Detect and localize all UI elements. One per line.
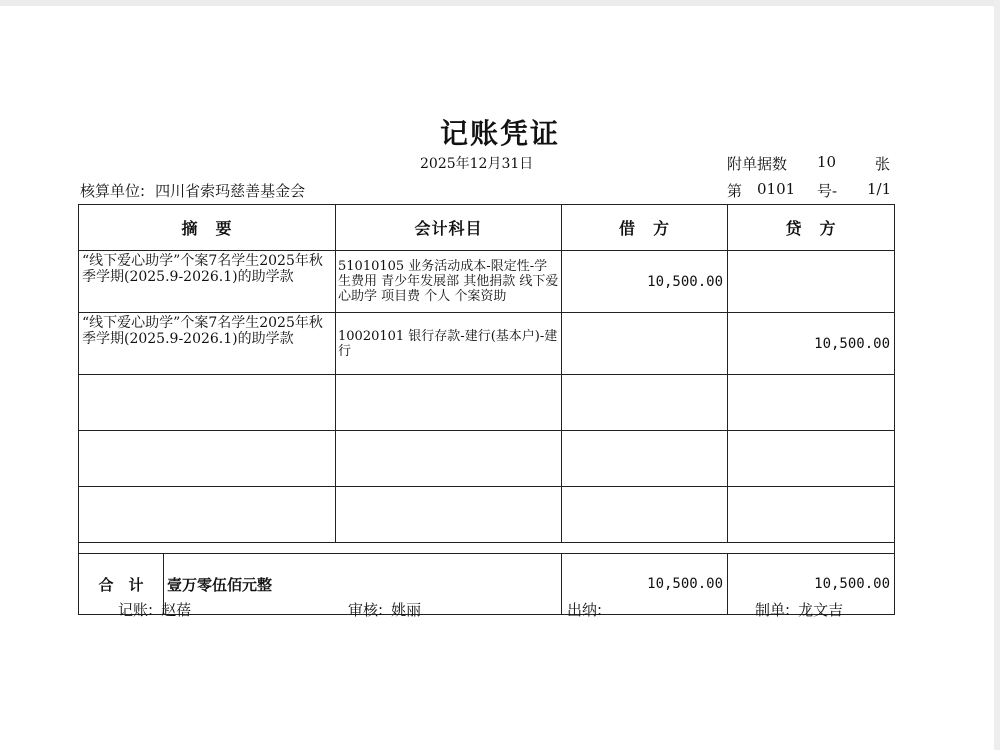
table-row xyxy=(79,313,895,375)
cashier-sign xyxy=(567,599,610,620)
voucher-suffix: 号- xyxy=(817,182,838,200)
entry-debit xyxy=(562,313,728,375)
unit-name: 四川省索玛慈善基金会 xyxy=(155,182,306,200)
voucher-table xyxy=(78,204,895,615)
entry-summary: “线下爱心助学”个案7名学生2025年秋季学期(2025.9-2026.1)的助学款 xyxy=(79,313,336,375)
entry-credit: 10,500.00 xyxy=(728,313,895,375)
page-edge xyxy=(0,0,1000,6)
table-row-empty xyxy=(79,375,895,431)
attachments-label: 附单据数 xyxy=(727,155,788,173)
unit-label: 核算单位: xyxy=(80,182,146,200)
voucher-number: 0101 xyxy=(757,180,796,198)
entry-summary: “线下爱心助学”个案7名学生2025年秋季学期(2025.9-2026.1)的助学款 xyxy=(79,251,336,313)
bookkeeper-label: 记账: xyxy=(118,601,154,619)
preparer-sign xyxy=(755,599,843,620)
header-summary: 摘 要 xyxy=(79,205,336,251)
voucher-date: 2025年12月31日 xyxy=(420,156,534,172)
table-gap xyxy=(79,543,895,554)
entry-credit xyxy=(728,251,895,313)
accounting-unit xyxy=(80,180,305,201)
total-credit: 10,500.00 xyxy=(728,554,895,615)
preparer-name: 龙文吉 xyxy=(798,601,844,619)
attachments-unit: 张 xyxy=(875,155,891,173)
attachments-count: 10 xyxy=(817,153,837,171)
entry-account: 10020101 银行存款-建行(基本户)-建行 xyxy=(336,313,562,375)
voucher-title: 记账凭证 xyxy=(439,117,560,150)
table-row-empty xyxy=(79,431,895,487)
total-label: 合 计 xyxy=(79,554,164,614)
reviewer-sign xyxy=(348,599,421,620)
total-debit: 10,500.00 xyxy=(562,554,728,615)
header-account: 会计科目 xyxy=(336,205,562,251)
table-header xyxy=(79,205,895,251)
preparer-label: 制单: xyxy=(755,601,791,619)
bookkeeper-sign xyxy=(118,599,191,620)
entry-account: 51010105 业务活动成本-限定性-学生费用 青少年发展部 其他捐款 线下爱心助学 项目费 个人 个案资助 xyxy=(336,251,562,313)
reviewer-name: 姚丽 xyxy=(391,601,422,619)
table-row xyxy=(79,251,895,313)
table-row-empty xyxy=(79,487,895,543)
voucher-page: 1/1 xyxy=(867,180,892,198)
reviewer-label: 审核: xyxy=(348,601,384,619)
cashier-label: 出纳: xyxy=(567,601,603,619)
header-credit: 贷 方 xyxy=(728,205,895,251)
header-debit: 借 方 xyxy=(562,205,728,251)
voucher-prefix: 第 xyxy=(727,182,743,200)
bookkeeper-name: 赵蓓 xyxy=(161,601,192,619)
total-words: 壹万零伍佰元整 xyxy=(167,575,273,594)
entry-debit: 10,500.00 xyxy=(562,251,728,313)
